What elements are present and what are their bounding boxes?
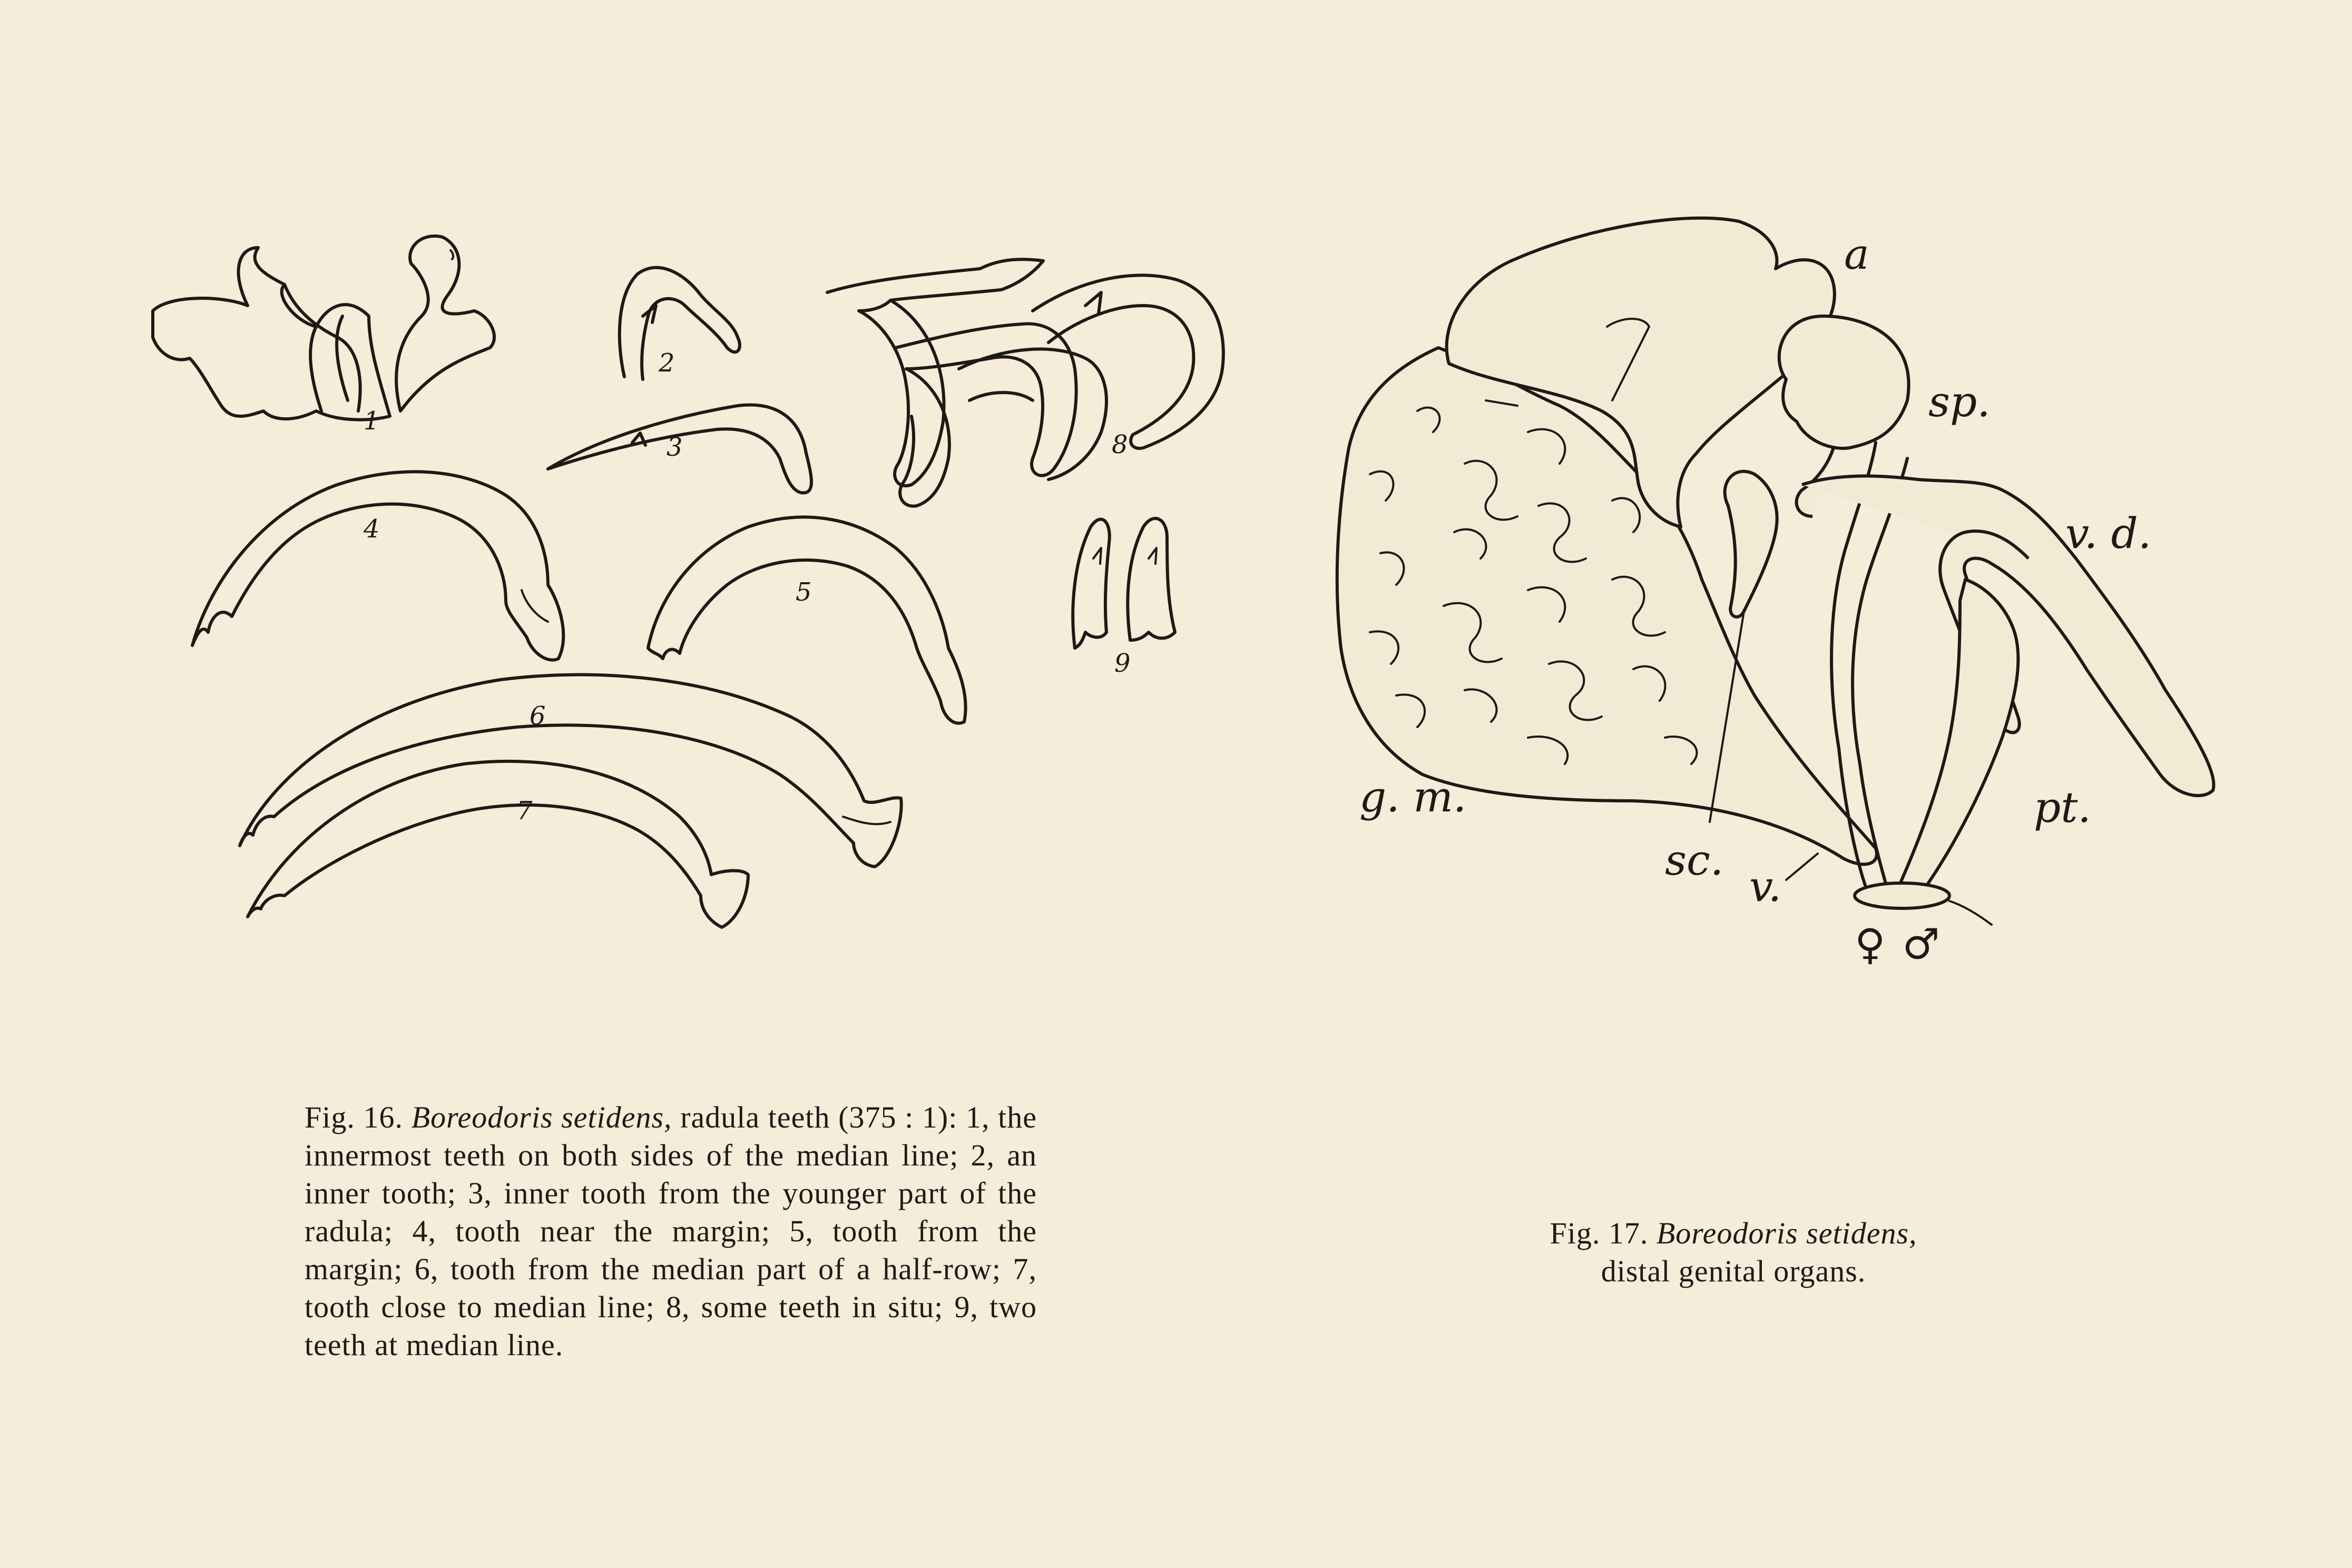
label-9: 9 (1114, 649, 1131, 678)
figure-16-caption-prefix: Fig. 16. (305, 1100, 404, 1134)
label-1: 1 (364, 406, 380, 436)
figure-16-caption-text: radula teeth (375 : 1): 1, the innermost teeth on both sides of the median line; 2, an inner tooth; 3, inner tooth from the younger part of the radula; 4, tooth near the margin; 5, tooth from the margin; 6, tooth from the median part of a half-row; 7, tooth close to median line; 8, some teeth in situ; 9, two teeth at median line. (305, 1100, 1037, 1362)
label-sp: sp. (1928, 377, 1991, 426)
figure-16-caption-species: Boreodoris setidens, (411, 1100, 672, 1134)
label-female: ♀ (1855, 920, 1886, 969)
figure-17-caption-species: Boreodoris setidens, (1656, 1216, 1917, 1250)
figure-16-caption (305, 1099, 1037, 1364)
vestibular-gland (1725, 472, 1777, 617)
genital-opening (1855, 883, 1949, 908)
label-4: 4 (364, 514, 380, 544)
label-5: 5 (796, 577, 812, 607)
label-sc: sc. (1665, 836, 1724, 885)
label-pt: pt. (2034, 783, 2091, 832)
label-male: ♂ (1902, 920, 1940, 969)
label-3: 3 (667, 433, 683, 462)
label-a: a (1844, 230, 1869, 279)
label-gm: g. m. (1359, 772, 1467, 821)
penis-sheath (1899, 580, 2018, 896)
label-6: 6 (530, 701, 546, 731)
label-vd: v. d. (2065, 509, 2152, 558)
male-duct-tip (1949, 901, 1992, 925)
label-v: v. (1749, 862, 1782, 911)
label-8: 8 (1112, 430, 1128, 459)
leader-v (1786, 854, 1818, 880)
label-2: 2 (659, 348, 675, 378)
figure-17-caption (1465, 1214, 2002, 1290)
label-7: 7 (516, 796, 533, 826)
figure-17-caption-text: distal genital organs. (1601, 1254, 1866, 1288)
figure-17-caption-prefix: Fig. 17. (1550, 1216, 1649, 1250)
